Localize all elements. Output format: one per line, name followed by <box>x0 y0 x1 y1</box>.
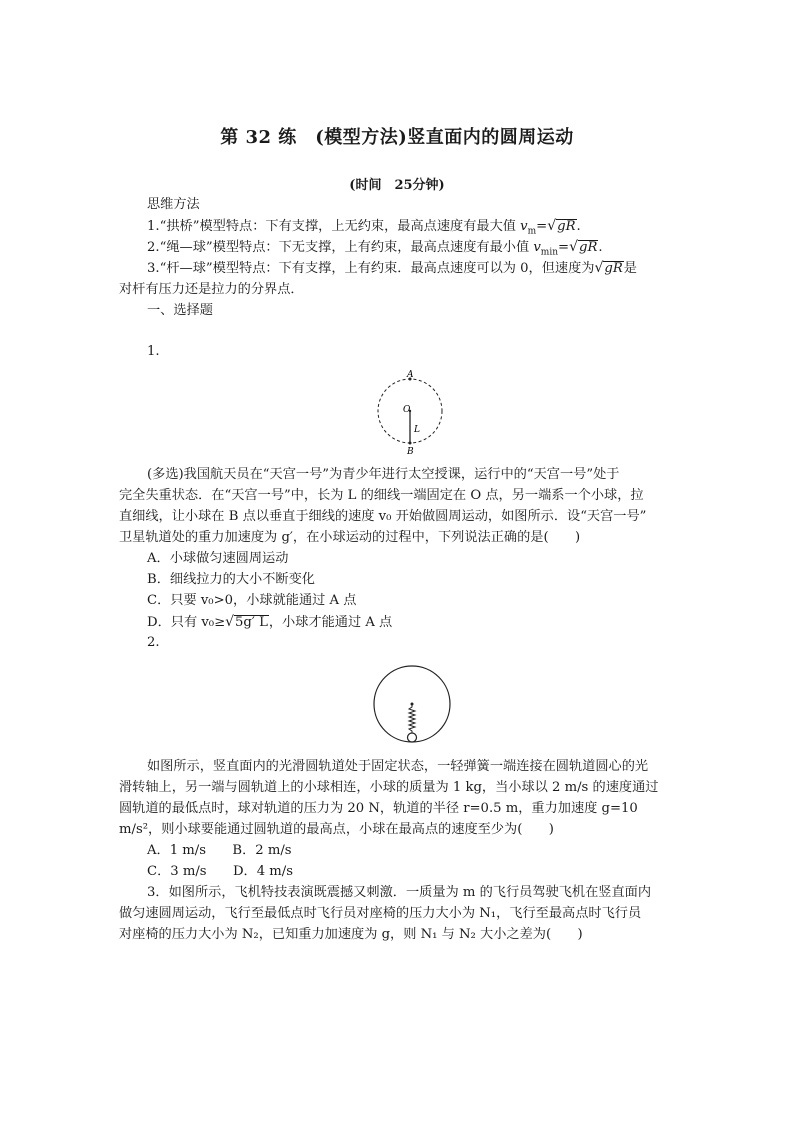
method-1: 1.“拱桥”模型特点：下有支撑，上无约束，最高点速度有最大值 $v_m=√gR$. <box>147 218 581 237</box>
q3-stem-line-2: 做匀速圆周运动，飞行至最低点时飞行员对座椅的压力大小为 N₁，飞行至最高点时飞行员 <box>119 906 642 921</box>
q3-stem-line-3: 对座椅的压力大小为 N₂，已知重力加速度为 g，则 N₁ 与 N₂ 大小之差为( ) <box>119 927 583 942</box>
q1-stem-line-2: 完全失重状态．在“天宫一号”中，长为 L 的细线一端固定在 O 点，另一端系一个小球，拉 <box>119 488 644 503</box>
q1-stem-line-3: 直细线，让小球在 B 点以垂直于细线的速度 v₀ 开始做圆周运动，如图所示．设“天宫一号” <box>119 509 647 524</box>
q1-label-l: L <box>414 425 420 435</box>
question-1-number: 1. <box>147 344 160 359</box>
q1-label-b: B <box>407 447 414 457</box>
q2-stem-line-2: 滑转轴上，另一端与圆轨道上的小球相连，小球的质量为 1 kg，当小球以 2 m/s 的速度通过 <box>119 780 659 795</box>
time-limit: (时间 25分钟) <box>349 178 445 193</box>
q1-label-o: O <box>403 405 411 415</box>
question-2-number: 2. <box>147 635 160 650</box>
q2-stem-line-3: 圆轨道的最低点时，球对轨道的压力为 20 N，轨道的半径 r=0.5 m，重力加速度 g=10 <box>119 801 638 816</box>
method-3-continued: 对杆有压力还是拉力的分界点． <box>119 282 304 297</box>
page-title: 第 32 练 (模型方法)竖直面内的圆周运动 <box>220 127 574 148</box>
q1-stem-line-4: 卫星轨道处的重力加速度为 g′，在小球运动的过程中，下列说法正确的是( ) <box>119 530 581 545</box>
q1-option-a: A．小球做匀速圆周运动 <box>147 551 289 566</box>
q3-stem-line-1: 3．如图所示，飞机特技表演既震撼又刺激．一质量为 m 的飞行员驾驶飞机在竖直面内 <box>147 885 652 900</box>
q1-point-b <box>409 442 412 445</box>
q1-option-c: C．只要 v₀>0，小球就能通过 A 点 <box>147 593 357 608</box>
q1-option-d: D．只有 v₀≥√5g′ L，小球才能通过 A 点 <box>147 614 393 630</box>
q2-spring <box>409 704 415 734</box>
q2-stem-line-4: m/s²，则小球要能通过圆轨道的最高点，小球在最高点的速度至少为( ) <box>119 822 554 837</box>
q2-track-diagram <box>370 664 454 748</box>
q2-stem-line-1: 如图所示，竖直面内的光滑圆轨道处于固定状态，一轻弹簧一端连接在圆轨道圆心的光 <box>147 759 649 774</box>
method-heading: 思维方法 <box>147 197 200 212</box>
method-2: 2.“绳—球”模型特点：下无支撑，上有约束，最高点速度有最小值 $v_{min}=√gR$. <box>147 239 603 258</box>
q2-options-row-2: C．3 m/s D．4 m/s <box>147 864 294 879</box>
q1-label-a: A <box>407 370 414 380</box>
q1-option-b: B．细线拉力的大小不断变化 <box>147 572 315 587</box>
section-heading: 一、选择题 <box>147 303 213 318</box>
q1-circle-diagram <box>372 368 450 464</box>
q2-ball <box>408 733 417 742</box>
q2-options-row-1: A．1 m/s B．2 m/s <box>147 843 292 858</box>
q1-stem-line-1: (多选)我国航天员在“天宫一号”为青少年进行太空授课，运行中的“天宫一号”处于 <box>147 467 620 482</box>
method-3: 3.“杆—球”模型特点：下有支撑，上有约束．最高点速度可以为 0，但速度为√gR是 <box>147 260 637 276</box>
